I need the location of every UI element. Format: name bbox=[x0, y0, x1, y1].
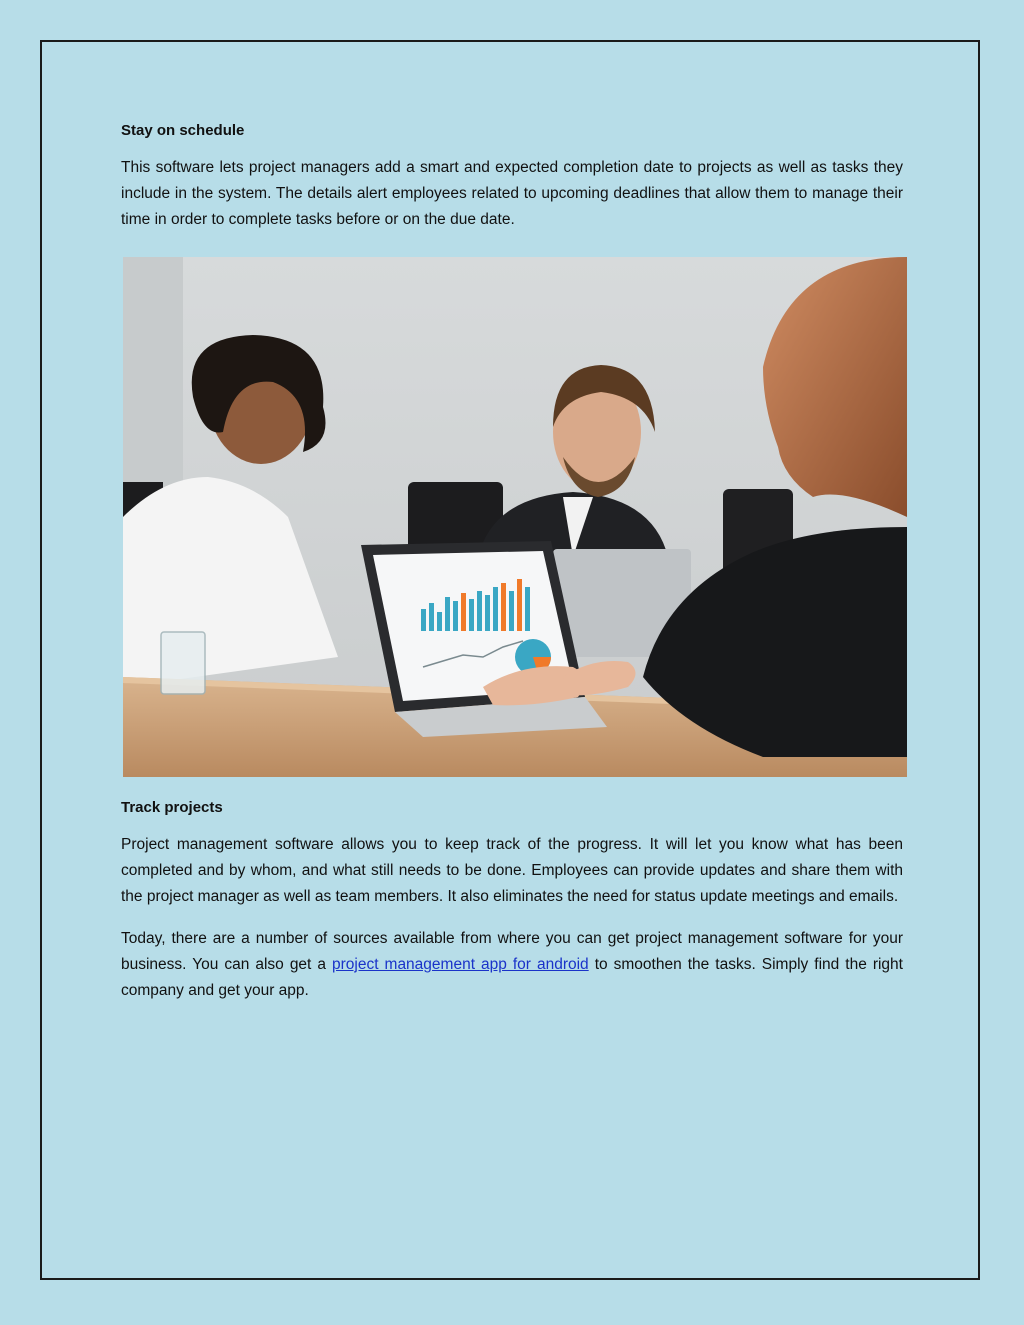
section-body-sources bbox=[121, 926, 903, 1004]
meeting-photo bbox=[123, 257, 907, 777]
android-app-link[interactable]: project management app for android bbox=[332, 956, 589, 973]
section-body-track: Project management software allows you to keep track of the progress. It will let you know what has been completed and by whom, and what still needs to be done. Employees can provide updates and share them with the project manager as well as team members. It also eliminates the need for status update meetings and emails. bbox=[121, 836, 903, 905]
section-body-schedule: This software lets project managers add a smart and expected completion date to projects as well as tasks they include in the system. The details alert employees related to upcoming deadlines that allow them to manage their time in order to complete tasks before or on the due date. bbox=[121, 159, 903, 228]
section-heading-schedule: Stay on schedule bbox=[121, 122, 245, 139]
document-content bbox=[121, 122, 903, 1004]
sources-text-before: Today, there are a number of sources available from where you can get project management software for your business. You can also get a bbox=[121, 930, 903, 973]
sources-text-after: to smoothen the tasks. Simply find the right company and get your app. bbox=[121, 956, 903, 999]
section-heading-track: Track projects bbox=[121, 799, 223, 816]
